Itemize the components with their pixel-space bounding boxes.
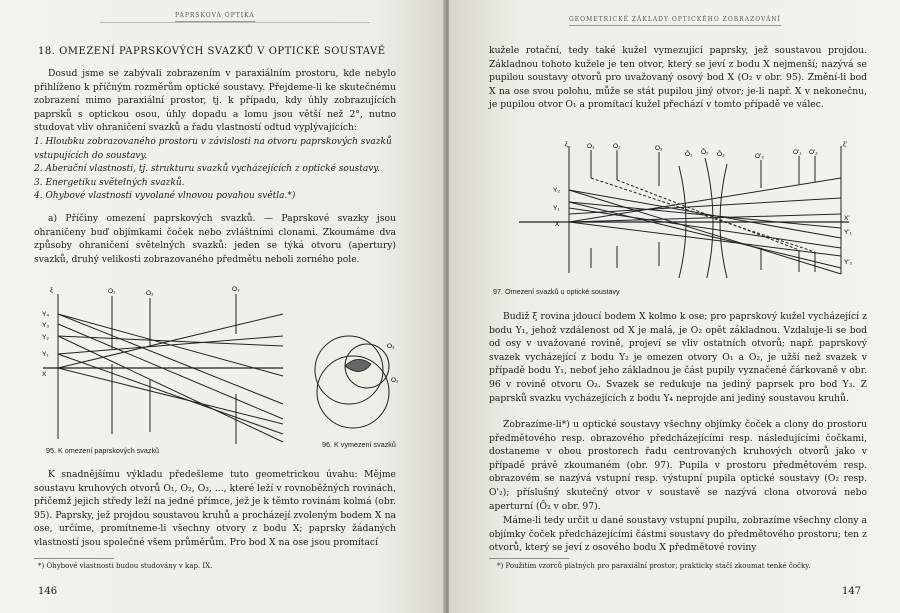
fig96-label: O₂ [391,377,399,384]
fig97-label: Ō₂ [701,149,709,156]
list-item: 4. Ohybové vlastnosti vyvolané vlnovou povahou světla.*) [34,191,296,202]
page-number-right: 147 [842,586,862,597]
list-item: 2. Aberační vlastnosti, tj. strukturu svazků vycházejících z optické soustavy. [34,164,381,175]
footnote-rule [34,558,114,559]
running-head-right: GEOMETRICKÉ ZÁKLADY OPTICKÉHO ZOBRAZOVÁNÍ [569,16,781,26]
fig97-label: Y₁ [553,205,560,212]
running-head-left: PAPRSKOVÁ OPTIKA [175,12,255,22]
paragraph-2: Zobrazíme-li*) u optické soustavy všechny objímky čoček a clony do prostoru předmětového resp. obrazového předcházejícími resp. následujícími čočkami, dostaneme v obou prostorech řadu centrovaných kruhových otvorů jako v případě právě zkoumaném (obr. 97). Pupila v prostoru předmětovém resp. obrazovém se nazývá vstupní resp. výstupní pupila optické soustavy (O₂ resp. O'₂); příslušný skutečný otvor v soustavě se nazývá clona otvorová nebo aperturní (Ō₂ v obr. 97). [489,419,867,512]
fig95-caption: 95. K omezení paprskových svazků [46,446,160,455]
fig97-label: Y₂ [553,187,560,194]
fig96-label: O₃ [387,343,395,350]
list-item: 1. Hloubku zobrazovaného prostoru v závislosti na otvoru paprskových svazků vstupujících do soustavy. [34,137,392,161]
figure-95 [38,284,288,450]
fig97-label: O₂ [655,145,663,152]
footnote-rule [489,558,569,559]
body-paragraph: K snadnějšímu výkladu předešleme tuto geometrickou úvahu: Mějme soustavu kruhových otvorů O₁, O₂, O₃, ..., které leží v rovnoběžných rovinách, přičemž jejich středy leží na jedné přímce, jež je k těmto rovinám kolmá (obr. 95). Paprsky, jež projdou soustavou kruhů a procházejí zvoleným bodem X na ose, určíme, promítneme-li všechny otvory z bodu X; paprsky žádaných vlastností jsou společné všem průměrům. Pro bod X na ose jsou promítací [34,469,396,548]
fig96-caption: 96. K vymezení svazků [322,440,396,449]
figure-97 [509,138,859,278]
fig95-label: Y₂ [42,334,49,341]
paragraph-3: Máme-li tedy určit u dané soustavy vstupní pupilu, zobrazíme všechny clony a objímky čoček předcházejícími částmi soustavy do předmětového prostoru; ten z otvorů, který se jeví z osového bodu X předmětové roviny [489,515,867,554]
fig97-label: ξ [565,141,568,148]
fig97-label: Ō₁ [685,151,693,158]
fig95-label: ξ [50,287,53,294]
right-page [449,0,900,613]
fig95-label: X [42,371,47,378]
figure-96 [305,318,415,433]
list-item: 3. Energetiku světelných svazků. [34,177,185,188]
footnote-left: *) Ohybové vlastnosti budou studovány v kap. IX. [38,562,213,570]
fig97-label: O'₂ [809,149,818,156]
top-paragraph: kužele rotační, tedy také kužel vymezující paprsky, jež soustavou projdou. Základnou tohoto kužele je ten otvor, který se jeví z bodu X nejmenší; nazývá se pupilou soustavy otvorů pro uvažovaný osový bod X (O₂ v obr. 95). Změní-li bod X na ose svou polohu, může se stát pupilou jiný otvor; je-li např. X v nekonečnu, je pupilou otvor O₁ a promítací kužel přechází v tomto případě ve válec. [489,45,867,111]
subsection-paragraph: a) Příčiny omezení paprskových svazků. — Paprskové svazky jsou ohraničeny buď objímkami čoček nebo zvláštními clonami. Zkoumáme dva způsoby ohraničení světelných svazků: jeden se týká otvoru (apertury) svazků, druhý velikosti zobrazovaného předmětu neboli zorného pole. [34,213,396,265]
fig95-label: O₃ [232,286,240,293]
fig97-label: ξ' [843,141,848,148]
fig97-label: O₃ [587,143,595,150]
fig95-label: Y₁ [42,351,49,358]
fig97-label: X' [844,215,850,222]
fig97-label: O'₃ [755,153,764,160]
fig97-label: Y'₂ [844,259,853,266]
fig97-label: X [555,221,560,228]
fig95-label: O₁ [108,288,116,295]
left-page [0,0,446,613]
fig97-label: Y'₁ [844,229,852,236]
paragraph-1: Budiž ξ rovina jdoucí bodem X kolmo k ose; pro paprskový kužel vycházející z bodu Y₁, jehož vzdálenost od X je malá, je O₂ opět základnou. Vzdaluje-li se bod od osy v uvažované rovině, projeví se vliv ostatních otvorů; např. paprskový svazek vycházející z bodu Y₂ je omezen otvory O₁ a O₂, je užší než svazek v případě bodu Y₁, neboť jeho základnou je část pupily vyznačené čárkovaně v obr. 96 v rovině otvoru O₂. Svazek se redukuje na jediný paprsek pro bod Y₃. Z paprsků svazku vycházejících z bodu Y₄ neprojde ani jediný soustavou kruhů. [489,311,867,404]
intro-paragraph: Dosud jsme se zabývali zobrazením v paraxiálním prostoru, kde nebylo přihlíženo k příčným rozměrům optické soustavy. Přejdeme-li ke skutečnému zobrazení mimo paraxiální prostor, tj. k případu, kdy úhly zobrazujících paprsků s optickou osou, úhly dopadu a lomu jsou větší než 2°, nutno studovat vliv ohraničení svazků a řadu vlastností odtud vyplývajících: [34,68,396,134]
section-title: 18. OMEZENÍ PAPRSKOVÝCH SVAZKŮ V OPTICKÉ SOUSTAVĚ [38,46,386,57]
fig97-label: O'₁ [793,149,802,156]
pupil-region [345,359,371,371]
fig97-label: Ō₃ [717,151,725,158]
fig95-label: Y₃ [42,322,49,329]
head-rule [100,22,370,23]
fig97-caption: 97. Omezení svazků u optické soustavy [493,287,620,296]
fig95-label: O₂ [146,290,154,297]
fig95-label: Y₄ [42,311,49,318]
fig97-label: O₁ [613,143,621,150]
property-list [34,136,396,204]
footnote-right: *) Použitím vzorců platných pro paraxiální prostor; prakticky stačí zkoumat tenké čočky. [497,562,811,570]
page-number-left: 146 [38,586,58,597]
